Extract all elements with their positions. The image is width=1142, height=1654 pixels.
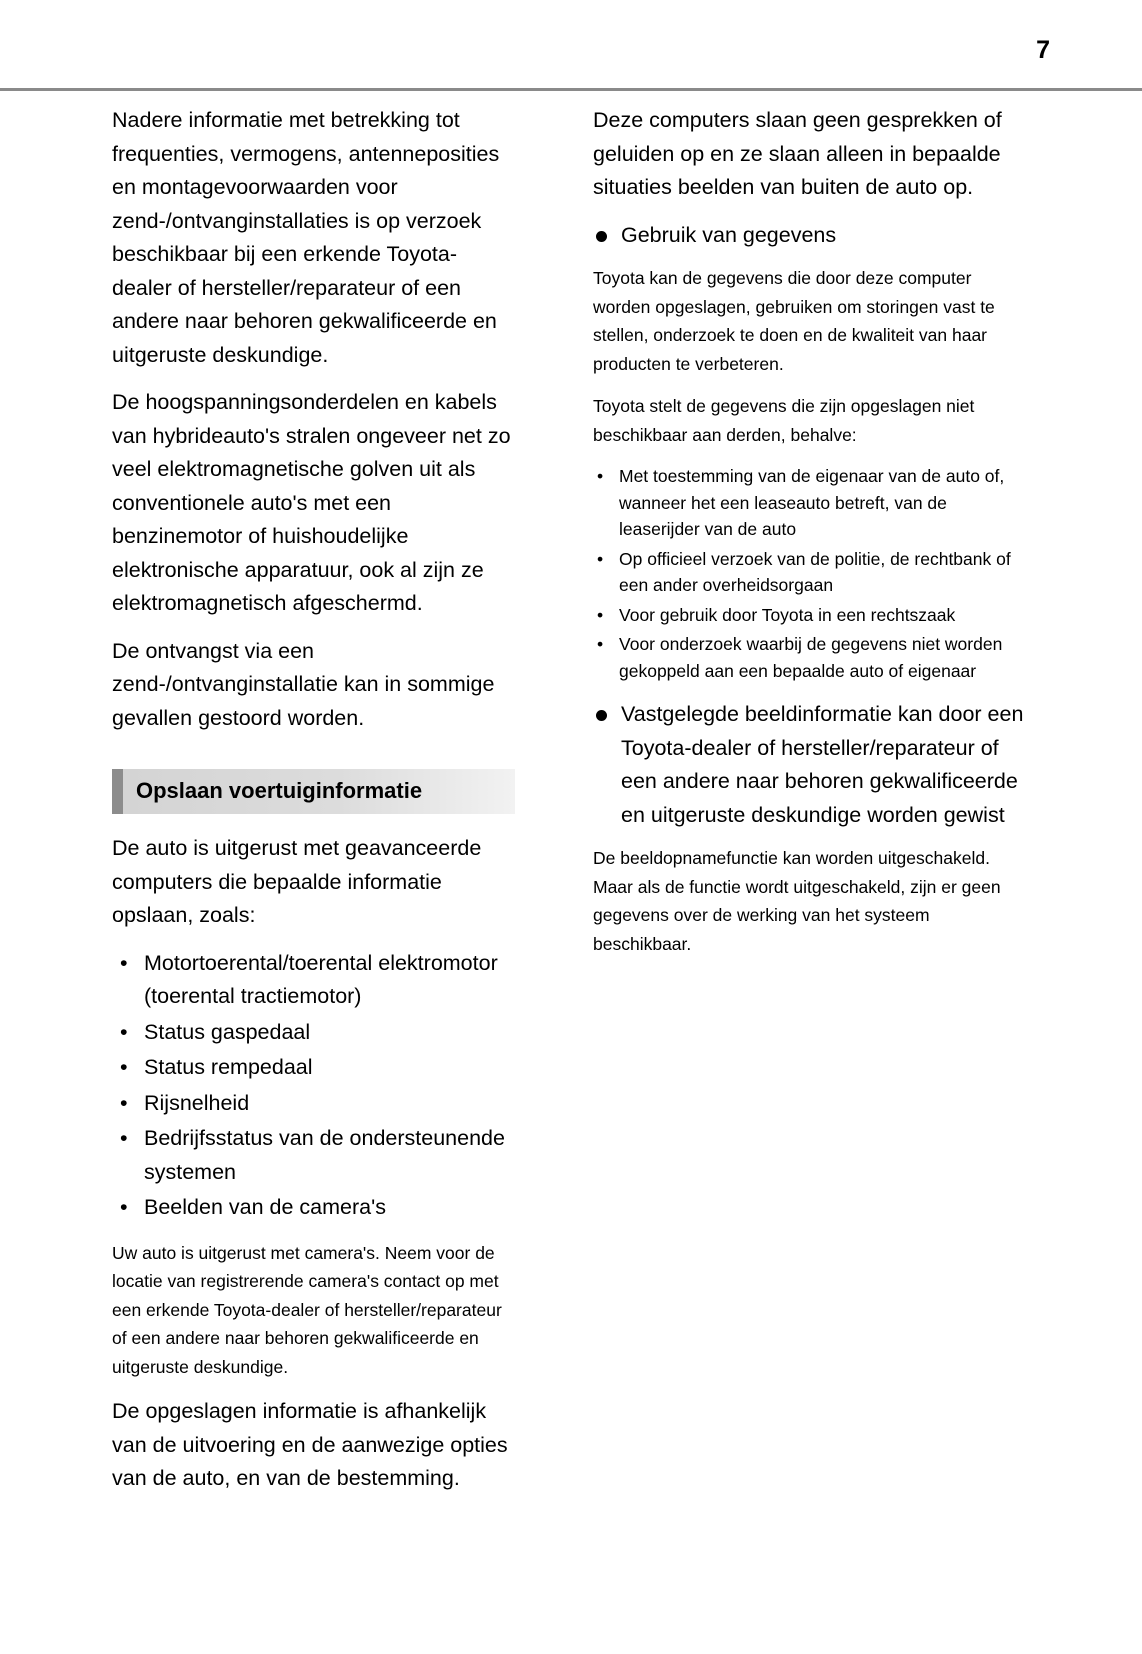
paragraph: De opgeslagen informatie is afhankelijk van de uitvoering en de aanwezige opties van de auto, en van de bestemming. — [112, 1399, 508, 1490]
bullet-icon: • — [597, 548, 604, 569]
bullet-icon: • — [120, 950, 128, 975]
list-item-label: Status gaspedaal — [144, 1019, 311, 1044]
bullet-icon: • — [120, 1055, 128, 1079]
page-number: 7 — [1036, 36, 1050, 64]
list-item-label: Motortoerental/toerental elektromotor (toerental tractiemotor) — [144, 950, 498, 1008]
list-item — [112, 1051, 515, 1085]
list-item-label: Met toestemming van de eigenaar van de auto of, wanneer het een leaseauto betreft, van de leaserijder van de auto — [619, 466, 1005, 539]
subsection-heading-image-data — [593, 698, 1032, 832]
data-disclosure-list — [593, 463, 1032, 684]
subsection-heading-data-use — [593, 219, 1032, 253]
paragraph: De beeldopnamefunctie kan worden uitgeschakeld. Maar als de functie wordt uitgeschakeld, zijn er geen gegevens over de werking van het systeem beschikbaar. — [593, 848, 1001, 954]
list-item — [112, 1087, 515, 1121]
right-column — [545, 104, 1142, 1510]
bullet-icon: • — [120, 1019, 128, 1044]
paragraph: Nadere informatie met betrekking tot frequenties, vermogens, antenneposities en montagevoorwaarden voor zend-/ontvanginstallaties is op verzoek beschikbaar bij een erkende Toyota-dealer of hersteller/reparateur of een andere naar behoren gekwalificeerde en uitgeruste deskundige. — [112, 108, 500, 367]
bullet-icon: • — [597, 604, 604, 625]
subsection-heading-label: Gebruik van gegevens — [621, 222, 837, 247]
paragraph: De hoogspanningsonderdelen en kabels van hybrideauto's stralen ongeveer net zo veel elektromagnetische golven uit als conventionele auto's met een benzinemotor of huishoudelijke elektronische apparatuur, ook al zijn ze elektromagnetisch afgeschermd. — [112, 390, 511, 615]
section-heading: Opslaan voertuiginformatie — [112, 769, 515, 814]
list-item-label: Rijsnelheid — [144, 1090, 250, 1115]
list-item — [593, 463, 1032, 543]
page-header — [0, 0, 1142, 88]
list-item-label: Voor gebruik door Toyota in een rechtszaak — [619, 604, 956, 625]
list-item — [112, 1122, 515, 1189]
list-item-label: Voor onderzoek waarbij de gegevens niet worden gekoppeld aan een bepaalde auto of eigenaar — [619, 634, 1003, 681]
list-item-label: Bedrijfsstatus van de ondersteunende systemen — [144, 1126, 505, 1184]
list-item — [593, 631, 1032, 684]
bullet-icon: • — [597, 634, 604, 654]
paragraph: De ontvangst via een zend-/ontvanginstallatie kan in sommige gevallen gestoord worden. — [112, 638, 495, 730]
bullet-icon: • — [120, 1126, 128, 1150]
bullet-icon: • — [597, 466, 604, 486]
list-item — [112, 1191, 515, 1225]
list-item — [112, 947, 515, 1014]
subsection-heading-label: Vastgelegde beeldinformatie kan door een Toyota-dealer of hersteller/reparateur of een andere naar behoren gekwalificeerde en uitgeruste deskundige worden gewist — [621, 702, 1024, 827]
paragraph: Deze computers slaan geen gesprekken of geluiden op en ze slaan alleen in bepaalde situaties beelden van buiten de auto op. — [593, 108, 1002, 199]
bullet-icon: • — [120, 1090, 128, 1115]
paragraph: Toyota kan de gegevens die door deze computer worden opgeslagen, gebruiken om storingen vast te stellen, onderzoek te doen en de kwaliteit van haar producten te verbeteren. — [593, 268, 995, 374]
left-column — [0, 104, 545, 1510]
bullet-icon: • — [120, 1195, 128, 1219]
page-columns — [0, 104, 1142, 1510]
list-item-label: Beelden van de camera's — [144, 1195, 386, 1219]
disc-bullet-icon — [596, 710, 607, 721]
stored-info-list — [112, 947, 515, 1225]
list-item — [593, 546, 1032, 599]
list-item-label: Status rempedaal — [144, 1055, 313, 1079]
note-paragraph: Uw auto is uitgerust met camera's. Neem voor de locatie van registrerende camera's contact op met een erkende Toyota-dealer of hersteller/reparateur of een andere naar behoren gekwalificeerde en uitgeruste deskundige. — [112, 1242, 502, 1377]
paragraph: De auto is uitgerust met geavanceerde computers die bepaalde informatie opslaan, zoals: — [112, 836, 482, 927]
list-item — [112, 1016, 515, 1050]
list-item-label: Op officieel verzoek van de politie, de rechtbank of een ander overheidsorgaan — [619, 548, 1011, 595]
disc-bullet-icon — [596, 231, 607, 242]
header-divider — [0, 88, 1142, 91]
paragraph: Toyota stelt de gegevens die zijn opgeslagen niet beschikbaar aan derden, behalve: — [593, 396, 975, 445]
list-item — [593, 602, 1032, 629]
